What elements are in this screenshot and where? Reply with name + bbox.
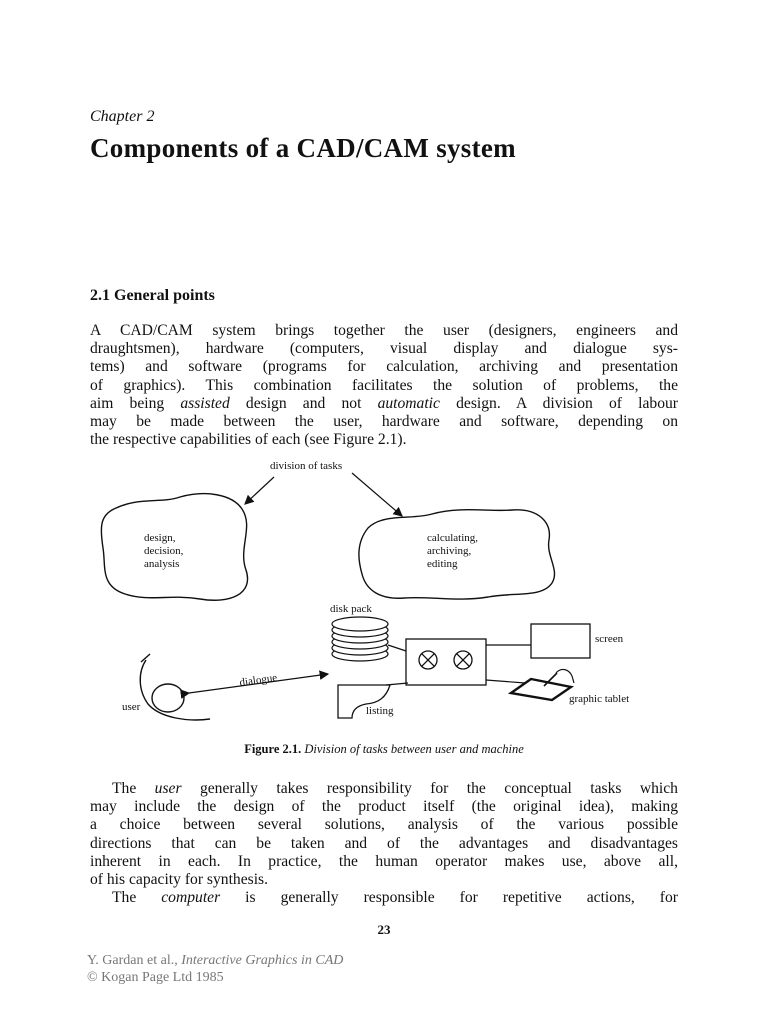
division-of-tasks-label: division of tasks xyxy=(270,460,343,472)
paragraph-1-line: of graphics). This combination facilitates the solution of problems, the xyxy=(90,376,678,394)
emphasis-assisted: assisted xyxy=(180,394,230,412)
arrow-to-machine-cloud xyxy=(352,473,402,516)
machine-cloud-line: editing xyxy=(427,558,458,570)
figure-number: Figure 2.1. xyxy=(244,742,302,756)
user-cloud-line: decision, xyxy=(144,545,184,557)
paragraph-1-line: draughtsmen), hardware (computers, visual display and dialogue sys- xyxy=(90,340,678,358)
paragraph-2-line: The user generally takes responsibility for the conceptual tasks which xyxy=(112,780,678,797)
arrow-to-user-cloud xyxy=(245,477,274,504)
computer-icon xyxy=(406,639,486,685)
paragraph-2-line: directions that can be taken and of the advantages and disadvantages xyxy=(90,834,678,852)
user-icon xyxy=(140,654,210,720)
emphasis-user: user xyxy=(154,780,182,797)
user-cloud-line: analysis xyxy=(144,558,180,570)
paragraph-2-line: may include the design of the product itself (the original idea), making xyxy=(90,798,678,816)
footer-copyright: © Kogan Page Ltd 1985 xyxy=(87,970,224,985)
paragraph-1-line: tems) and software (programs for calculation, archiving and presentation xyxy=(90,358,678,376)
footer-source xyxy=(87,952,343,969)
paragraph-2-line: of his capacity for synthesis. xyxy=(90,870,268,888)
chapter-title: Components of a CAD/CAM system xyxy=(90,133,516,163)
emphasis-automatic: automatic xyxy=(377,394,440,412)
user-cloud-line: design, xyxy=(144,532,176,544)
graphic-tablet-icon xyxy=(511,669,574,700)
paragraph-1-line: A CAD/CAM system brings together the user (designers, engineers and xyxy=(90,322,678,339)
paragraph-1-line: aim being assisted design and not automatic design. A division of labour xyxy=(90,394,678,412)
screen-icon xyxy=(531,624,590,658)
chapter-label: Chapter 2 xyxy=(90,108,155,125)
listing-label: listing xyxy=(366,705,394,717)
page-number: 23 xyxy=(377,922,391,937)
screen-label: screen xyxy=(595,633,624,645)
paragraph-1 xyxy=(90,322,678,449)
emphasis-computer: computer xyxy=(161,889,221,907)
paragraph-2-line: inherent in each. In practice, the human operator makes use, above all, xyxy=(90,852,678,870)
figure-caption-text: Division of tasks between user and machine xyxy=(304,742,524,756)
user-label: user xyxy=(122,701,141,713)
footer-authors: Y. Gardan et al., xyxy=(87,953,182,968)
footer-citation xyxy=(87,952,343,986)
footer-book-title: Interactive Graphics in CAD xyxy=(181,953,344,968)
figure-caption xyxy=(0,742,768,757)
tablet-link xyxy=(486,680,525,683)
paragraph-3-line: The computer is generally responsible for repetitive actions, for xyxy=(112,889,678,907)
figure-2-1 xyxy=(90,455,690,740)
disk-pack-label: disk pack xyxy=(330,603,372,615)
section-heading: 2.1 General points xyxy=(90,287,215,304)
paragraph-1-line: the respective capabilities of each (see Figure 2.1). xyxy=(90,431,407,449)
machine-cloud-line: archiving, xyxy=(427,545,472,557)
paragraph-1-line: may be made between the user, hardware and software, depending on xyxy=(90,412,678,430)
paragraph-2 xyxy=(90,780,678,907)
paragraph-2-line: a choice between several solutions, analysis of the various possible xyxy=(90,816,678,834)
disk-pack-icon xyxy=(332,617,388,661)
disk-link xyxy=(388,645,406,651)
machine-cloud-line: calculating, xyxy=(427,532,479,544)
dialogue-label: dialogue xyxy=(238,671,278,689)
graphic-tablet-label: graphic tablet xyxy=(569,693,630,705)
